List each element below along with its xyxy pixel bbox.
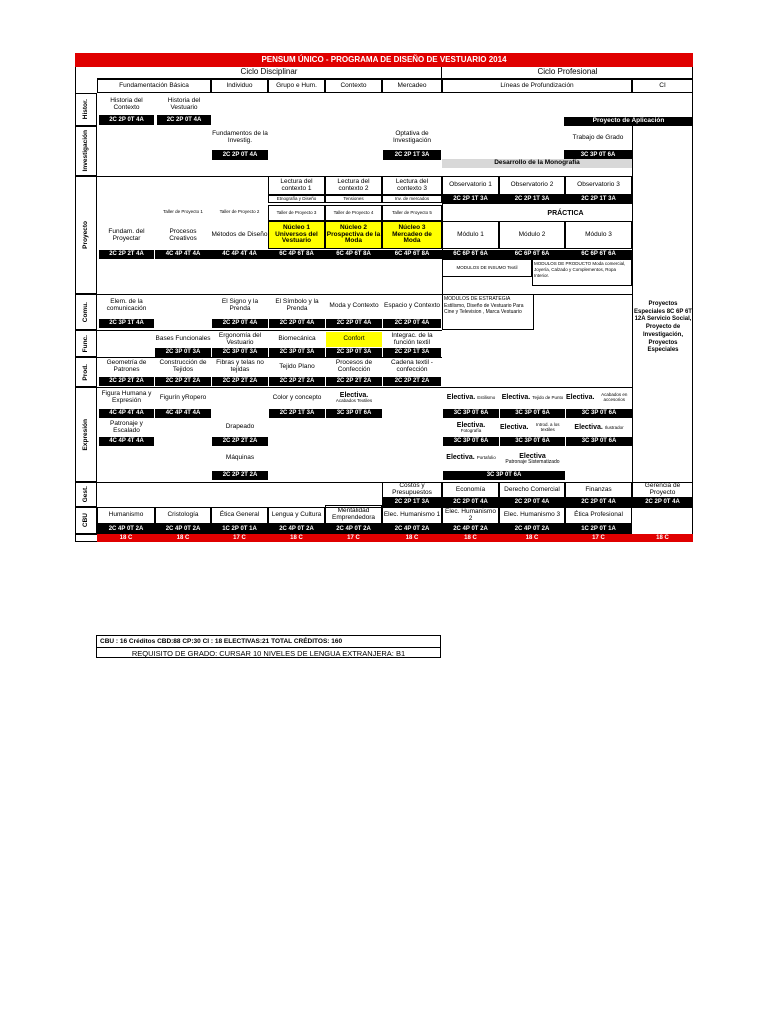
- credits-fibras-telas: 2C 2P 2T 2A: [212, 377, 268, 386]
- course-cristologia: Cristología: [155, 507, 211, 524]
- col-fundamentacion: Fundamentación Básica: [97, 79, 211, 93]
- course-etica-general: Ética General: [211, 507, 268, 524]
- credits-modulo-1: 6C 6P 6T 6A: [442, 250, 499, 259]
- credits-biomecanica: 2C 3P 0T 3A: [269, 348, 325, 357]
- credits-modulo-3: 6C 6P 6T 6A: [565, 250, 632, 259]
- credits-cristologia: 2C 4P 0T 2A: [155, 524, 211, 534]
- credits-costos-presupuestos: 2C 2P 1T 3A: [382, 498, 442, 507]
- semester-total: 17 C: [233, 534, 246, 541]
- course-color-concepto: Color y concepto: [272, 393, 322, 401]
- electiva-label: Electiva.: [456, 421, 486, 429]
- col-mercadeo: Mercadeo: [382, 79, 442, 93]
- row-label-historia: Histor.: [75, 93, 97, 126]
- topic-etnografia: Etnografía y Diseño: [268, 195, 325, 203]
- course-electiva-fotografia: [443, 419, 499, 437]
- course-finanzas: Finanzas: [565, 482, 632, 498]
- credits-observatorio-3: 2C 2P 1T 3A: [565, 195, 632, 204]
- col-contexto: Contexto: [325, 79, 382, 93]
- course-biomecanica: Biomecánica: [278, 335, 316, 343]
- course-observatorio-3: Observatorio 3: [565, 176, 632, 195]
- col-ci: CI: [632, 79, 693, 93]
- course-signo-prenda: El Signo y la Prenda: [221, 298, 259, 312]
- credits-gerencia-proyecto: 2C 2P 0T 4A: [632, 498, 693, 507]
- course-patronaje-escalado: Patronaje y Escalado: [110, 420, 143, 434]
- course-modulo-1: Módulo 1: [442, 221, 499, 249]
- row-label-cbu: CBU: [75, 507, 97, 534]
- course-ergonomia: Ergonomía del Vestuario: [218, 331, 262, 346]
- course-integracion-textil: Integrac. de la función textil: [391, 331, 433, 346]
- electiva-topic: Portafolio: [476, 454, 496, 460]
- summary-credits: CBU : 16 Créditos CBD:88 CP:30 CI : 18 ELECTIVAS:21 TOTAL CRÉDITOS: 160: [97, 636, 440, 648]
- course-confort: Confort: [326, 332, 382, 347]
- electiva-topic: Tejido de Punto: [532, 394, 564, 400]
- course-electiva-accesorios: [566, 389, 632, 407]
- course-procesos-creativos: Procesos Creativos: [169, 227, 197, 242]
- credits-nucleo-1: 6C 4P 6T 8A: [268, 250, 325, 259]
- course-mentalidad-emprendedora: Mentalidad Emprendedora: [325, 505, 382, 524]
- label-taller-proyecto-4: Taller de Proyecto 4: [325, 205, 382, 221]
- course-procesos-confeccion: Procesos de Confección: [335, 359, 373, 373]
- course-maquinas: Máquinas: [225, 453, 255, 461]
- course-tejido-plano: Tejido Plano: [279, 362, 315, 370]
- label-taller-proyecto-1: Taller de Proyecto 1: [163, 209, 203, 215]
- course-modulo-2: Módulo 2: [499, 221, 565, 249]
- credits-economia: 2C 2P 0T 4A: [442, 498, 499, 507]
- course-humanismo: Humanismo: [97, 507, 155, 524]
- credits-moda-contexto: 2C 2P 0T 4A: [326, 319, 382, 328]
- course-economia: Economía: [442, 482, 499, 498]
- course-figurin-ropero: Figurín yRopero: [159, 393, 207, 401]
- row-label-proyecto: Proyecto: [75, 176, 97, 294]
- electiva-label: Electiva.: [339, 391, 369, 399]
- credits-finanzas: 2C 2P 0T 4A: [565, 498, 632, 507]
- credits-modulo-2: 6C 6P 6T 6A: [499, 250, 565, 259]
- semester-total: 18 C: [656, 534, 669, 541]
- credits-confort: 2C 3P 0T 3A: [326, 348, 382, 357]
- electiva-label: Electiva.: [501, 394, 531, 402]
- electiva-label: Electiva.: [446, 394, 476, 402]
- credits-electiva-humanismo-1: 2C 4P 0T 2A: [382, 524, 442, 534]
- note-modulos-estrategia: MODULOS DE ESTRATEGIA Estilismo, Diseño de Vestuario Para Cine y Television , Marca Vestuario: [442, 294, 534, 330]
- credits-espacio-contexto: 2C 2P 0T 4A: [383, 319, 441, 328]
- course-electiva-textiles: [500, 419, 565, 437]
- course-electiva-ilustrador: [566, 419, 632, 437]
- credits-integracion-textil: 2C 2P 1T 3A: [383, 348, 441, 357]
- course-simbolo-prenda: El Símbolo y la Prenda: [275, 298, 319, 312]
- banner-desarrollo-monografia: Desarrollo de la Monografía: [442, 159, 632, 168]
- course-cadena-textil: Cadena textil - confección: [391, 359, 433, 373]
- credits-historia-vestuario: 2C 2P 0T 4A: [157, 115, 211, 125]
- credits-nucleo-2: 6C 4P 6T 8A: [325, 250, 382, 259]
- course-nucleo-3: Núcleo 3 Mercadeo de Moda: [382, 221, 442, 249]
- credits-cadena-textil: 2C 2P 2T 2A: [383, 377, 441, 386]
- course-electiva-humanismo-1: Elec. Humanismo 1: [382, 507, 442, 524]
- topic-inv-mercados: Inv. de mercados: [382, 195, 442, 203]
- course-espacio-contexto: Espacio y Contexto: [383, 301, 440, 309]
- row-label-gestion: Gest.: [75, 482, 97, 507]
- credits-figura-humana: 4C 4P 4T 4A: [99, 409, 154, 418]
- electiva-label: Electiva: [519, 452, 546, 460]
- credits-electiva-acabados: 3C 3P 0T 6A: [326, 409, 382, 418]
- credits-bases-funcionales: 2C 3P 0T 3A: [155, 348, 211, 357]
- credits-fundamentos-proyectar: 2C 2P 2T 4A: [99, 250, 154, 259]
- note-modulos-producto: MODULOS DE PRODUCTO Moda comercial, Joyería, Calzado y Complementos, Ropa Interior.: [532, 259, 632, 286]
- credits-electiva-fotografia: 3C 3P 0T 6A: [443, 437, 499, 446]
- label-taller-proyecto-2: Taller de Proyecto 2: [219, 209, 260, 215]
- credits-signo-prenda: 2C 2P 0T 4A: [212, 319, 268, 328]
- electiva-topic: Introd. a los textiles: [535, 422, 560, 432]
- credits-electiva-textiles: 3C 3P 0T 6A: [500, 437, 565, 446]
- credits-geometria-patrones: 2C 2P 2T 2A: [99, 377, 154, 386]
- course-electiva-tejido: [500, 389, 565, 407]
- credits-lengua-cultura: 2C 4P 0T 2A: [268, 524, 325, 534]
- credits-simbolo-prenda: 2C 2P 0T 4A: [269, 319, 325, 328]
- course-geometria-patrones: Geometría de Patrones: [106, 359, 147, 373]
- credits-ergonomia: 2C 3P 0T 3A: [212, 348, 268, 357]
- course-electiva-estilismo: [443, 389, 499, 407]
- credits-electiva-ilustrador: 3C 3P 0T 6A: [566, 437, 632, 446]
- credits-etica-profesional: 1C 2P 0T 1A: [565, 524, 632, 534]
- course-historia-contexto: Historia del Contexto: [110, 97, 143, 111]
- row-divider: [97, 294, 632, 295]
- course-fundamentos-investigacion: Fundamentos de la Investig.: [212, 130, 268, 144]
- electiva-topic: Ilustrador: [604, 424, 624, 430]
- electiva-label: Electiva.: [500, 424, 529, 432]
- credits-electiva-humanismo-3: 2C 4P 0T 2A: [499, 524, 565, 534]
- course-bases-funcionales: Bases Funcionales: [155, 335, 211, 343]
- row-label-produccion: Prod.: [75, 357, 97, 387]
- electiva-topic: Acabados en accesorios: [601, 392, 628, 402]
- semester-total: 17 C: [347, 534, 360, 541]
- semester-total: 18 C: [290, 534, 303, 541]
- banner-proyecto-aplicacion: Proyecto de Aplicación: [564, 117, 693, 126]
- credits-electiva-tejido: 3C 3P 0T 6A: [500, 409, 565, 418]
- credits-patronaje-escalado: 4C 4P 4T 4A: [99, 437, 154, 446]
- credits-derecho-comercial: 2C 2P 0T 4A: [499, 498, 565, 507]
- credits-humanismo: 2C 4P 0T 2A: [97, 524, 155, 534]
- electiva-topic: Acabados Textiles: [335, 398, 373, 404]
- label-practica: PRÁCTICA: [547, 210, 584, 218]
- electiva-label: Electiva.: [574, 424, 603, 432]
- col-grupo: Grupo e Hum.: [268, 79, 325, 93]
- semester-total: 18 C: [405, 534, 419, 541]
- credits-construccion-tejidos: 2C 2P 2T 2A: [155, 377, 211, 386]
- row-label-expresion: Expresión: [75, 387, 97, 482]
- credits-historia-contexto: 2C 2P 0T 4A: [99, 115, 154, 125]
- course-lectura-contexto-1: Lectura del contexto 1: [268, 176, 325, 195]
- col-lineas: Líneas de Profundización: [442, 79, 632, 93]
- electiva-label: Electiva.: [446, 454, 475, 462]
- course-etica-profesional: Ética Profesional: [565, 507, 632, 524]
- semester-total: 18 C: [525, 534, 539, 541]
- course-electiva-acabados: [326, 389, 382, 407]
- row-label-investigacion: Investigación: [75, 126, 97, 176]
- course-construccion-tejidos: Construcción de Tejidos: [159, 359, 207, 373]
- semester-total: 18 C: [464, 534, 477, 541]
- course-drapeado: Drapeado: [225, 423, 255, 431]
- course-electiva-portafolio: [443, 448, 499, 468]
- course-electiva-humanismo-3: Elec. Humanismo 3: [499, 507, 565, 524]
- course-metodos-diseno: Métodos de Diseño: [211, 231, 268, 239]
- credits-drapeado: 2C 2P 2T 2A: [212, 437, 268, 446]
- semester-total: 18 C: [119, 534, 133, 541]
- row-divider: [97, 387, 632, 388]
- credits-observatorio-2: 2C 2P 1T 3A: [499, 195, 565, 204]
- course-observatorio-1: Observatorio 1: [442, 176, 499, 195]
- credits-fundamentos-investigacion: 2C 2P 0T 4A: [212, 150, 268, 160]
- credits-trabajo-grado: 3C 3P 0T 6A: [564, 150, 632, 160]
- credits-procesos-confeccion: 2C 2P 2T 2A: [326, 377, 382, 386]
- credits-metodos-diseno: 4C 4P 4T 4A: [211, 250, 268, 259]
- course-nucleo-2: Núcleo 2 Prospectiva de la Moda: [325, 221, 382, 249]
- col-individuo: Individuo: [211, 79, 268, 93]
- label-taller-proyecto-3: Taller de Proyecto 3: [268, 205, 325, 221]
- topic-tensiones: Tensiones: [325, 195, 382, 203]
- credits-color-concepto: 2C 2P 1T 3A: [269, 409, 325, 418]
- totals-row: [97, 534, 693, 542]
- credits-elementos-comunicacion: 2C 3P 1T 4A: [99, 319, 154, 328]
- course-proyectos-especiales: Proyectos Especiales 8C 6P 6T 12A Servicio Social, Proyecto de Investigación, Proyectos Especiales: [634, 300, 692, 354]
- course-electiva-humanismo-2: Elec. Humanismo 2: [442, 507, 499, 524]
- course-modulo-3: Módulo 3: [565, 221, 632, 249]
- course-derecho-comercial: Derecho Comercial: [499, 482, 565, 498]
- summary-box: [96, 635, 441, 658]
- credits-tejido-plano: 2C 2P 2T 2A: [269, 377, 325, 386]
- course-nucleo-1: Núcleo 1 Universos del Vestuario: [268, 221, 325, 249]
- cycle-disciplinar: Ciclo Disciplinar: [97, 67, 442, 79]
- course-fibras-telas: Fibras y telas no tejidas: [216, 359, 264, 373]
- credits-electiva-humanismo-2: 2C 4P 0T 2A: [442, 524, 499, 534]
- course-figura-humana: Figura Humana y Expresión: [101, 390, 152, 404]
- summary-requirement: REQUISITO DE GRADO: CURSAR 10 NIVELES DE LENGUA EXTRANJERA: B1: [131, 649, 406, 658]
- course-gerencia-proyecto: Gerencia de Proyecto: [632, 482, 693, 498]
- course-lectura-contexto-2: Lectura del contexto 2: [325, 176, 382, 195]
- course-historia-vestuario: Historia del Vestuario: [167, 97, 201, 111]
- note-modulos-insumo: MODULOS DE INSUMO Textil: [442, 259, 532, 277]
- credits-electiva-portafolio: 3C 3P 0T 6A: [443, 471, 565, 480]
- row-label-comunicacion: Comu.: [75, 294, 97, 330]
- credits-optativa-investigacion: 2C 2P 1T 3A: [383, 150, 441, 160]
- electiva-topic: Fotografía: [460, 428, 482, 434]
- credits-electiva-estilismo: 3C 3P 0T 6A: [443, 409, 499, 418]
- electiva-topic: Patronaje Sistematizado: [505, 459, 560, 466]
- course-moda-contexto: Moda y Contexto: [329, 301, 379, 309]
- course-costos-presupuestos: Costos y Presupuestos: [382, 482, 442, 498]
- cycle-profesional: Ciclo Profesional: [442, 67, 693, 79]
- course-fundamentos-proyectar: Fundam. del Proyectar: [108, 227, 145, 242]
- course-lectura-contexto-3: Lectura del contexto 3: [382, 176, 442, 195]
- credits-nucleo-3: 6C 4P 6T 8A: [382, 250, 442, 259]
- label-taller-proyecto-5: Taller de Proyecto 5: [382, 205, 442, 221]
- credits-procesos-creativos: 4C 4P 4T 4A: [155, 250, 211, 259]
- credits-etica-general: 1C 2P 0T 1A: [211, 524, 268, 534]
- semester-total: 17 C: [592, 534, 605, 541]
- course-electiva-patronaje: [500, 446, 565, 472]
- semester-total: 18 C: [176, 534, 190, 541]
- course-optativa-investigacion: Optativa de Investigación: [393, 130, 431, 144]
- course-lengua-cultura: Lengua y Cultura: [268, 507, 325, 524]
- course-elementos-comunicacion: Elem. de la comunicación: [106, 298, 147, 312]
- course-trabajo-grado: Trabajo de Grado: [572, 133, 624, 141]
- row-label-funcion: Func.: [75, 330, 97, 357]
- electiva-topic: Estilismo: [477, 394, 496, 400]
- electiva-label: Electiva.: [566, 394, 595, 402]
- credits-maquinas: 2C 2P 2T 2A: [212, 471, 268, 480]
- credits-observatorio-1: 2C 2P 1T 3A: [442, 195, 499, 204]
- page-title: PENSUM ÚNICO - PROGRAMA DE DISEÑO DE VESTUARIO 2014: [75, 53, 693, 67]
- credits-mentalidad-emprendedora: 2C 4P 0T 2A: [325, 524, 382, 534]
- course-observatorio-2: Observatorio 2: [499, 176, 565, 195]
- credits-electiva-accesorios: 3C 3P 0T 6A: [566, 409, 632, 418]
- credits-figurin-ropero: 4C 4P 4T 4A: [155, 409, 211, 418]
